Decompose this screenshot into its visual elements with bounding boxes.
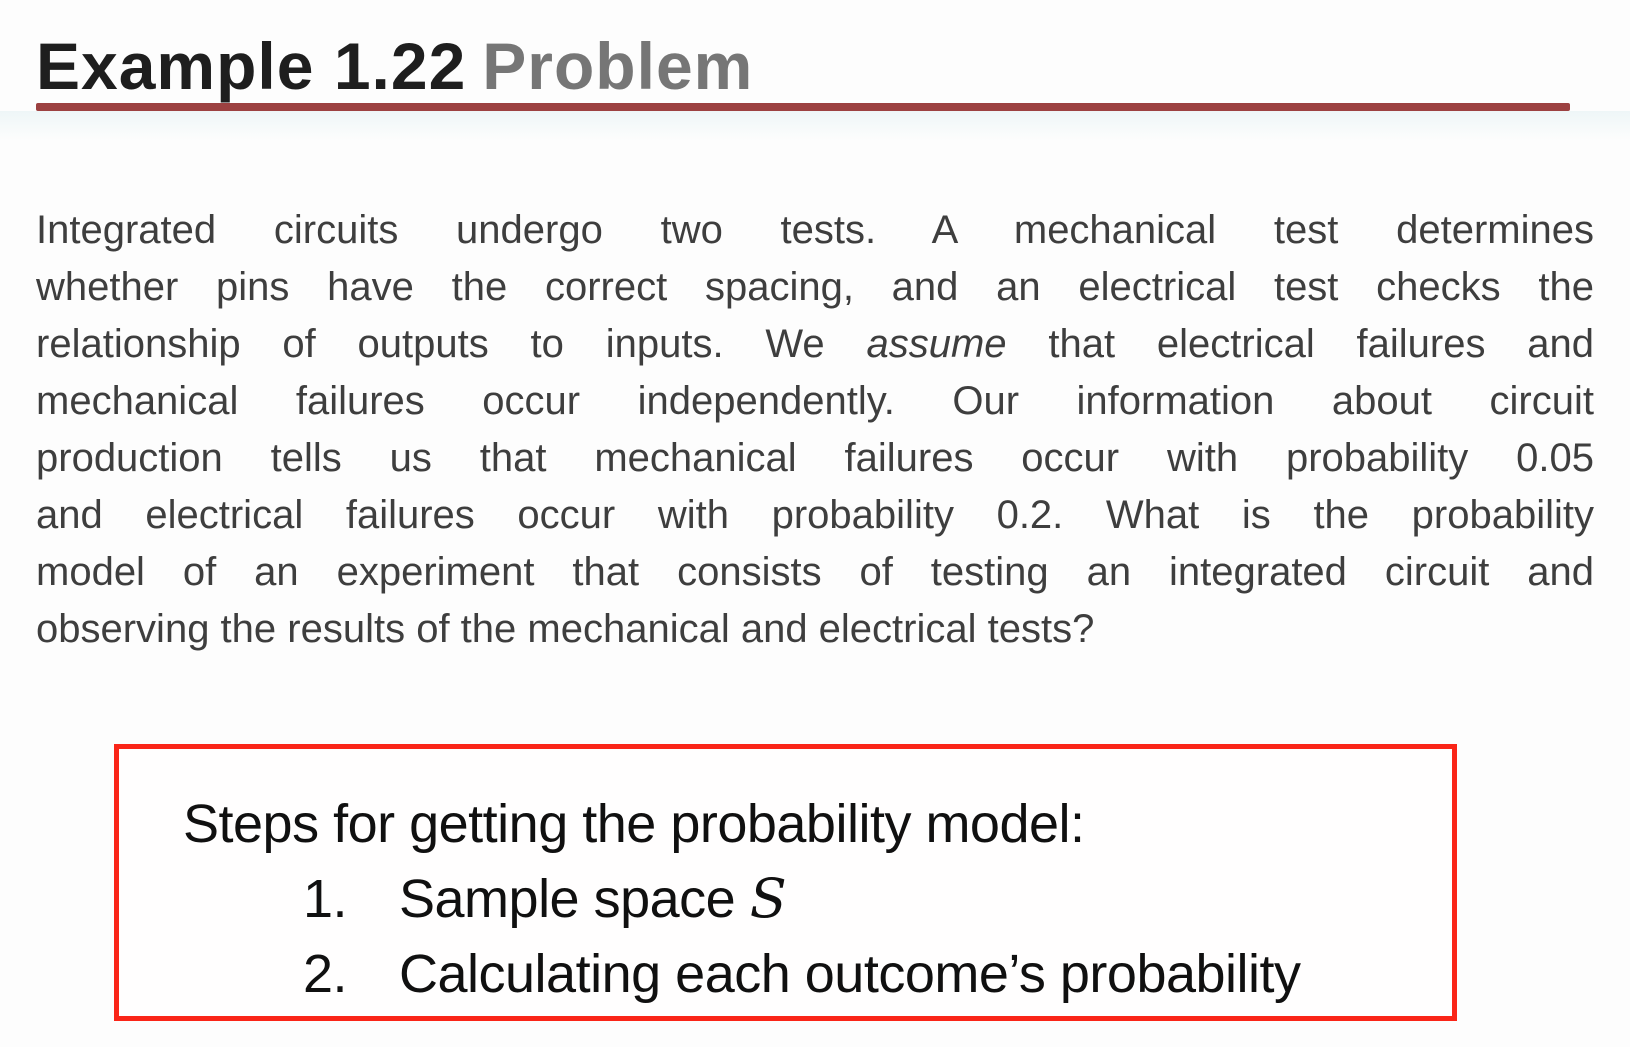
step-number: 1. [303, 869, 348, 929]
problem-text-line: relationship of outputs to inputs. We assume that electrical failures and [36, 322, 1595, 366]
problem-text-line: mechanical failures occur independently. Our information about circuit [36, 379, 1594, 423]
problem-text-line: observing the results of the mechanical and electrical tests? [36, 607, 1095, 651]
problem-text-line: model of an experiment that consists of testing an integrated circuit and [36, 550, 1594, 594]
problem-text-line: and electrical failures occur with probability 0.2. What is the probability [36, 493, 1594, 537]
steps-list [119, 868, 1452, 1005]
problem-text-line: whether pins have the correct spacing, and an electrical test checks the [36, 265, 1594, 309]
step-number: 2. [303, 944, 348, 1004]
steps-box [114, 744, 1457, 1021]
title-example-number: Example 1.22 [36, 29, 467, 103]
step-text: Sample space S [399, 867, 787, 930]
steps-list-item [303, 868, 1452, 930]
title-problem-label: Problem [482, 29, 754, 103]
problem-text-line: Integrated circuits undergo two tests. A mechanical test determines [36, 208, 1594, 252]
scan-tint-band [0, 111, 1630, 141]
steps-list-item [303, 943, 1452, 1005]
title-underline [36, 103, 1570, 111]
problem-text-line: production tells us that mechanical failures occur with probability 0.05 [36, 436, 1594, 480]
steps-intro: Steps for getting the probability model: [183, 794, 1085, 854]
step-text: Calculating each outcome’s probability [399, 944, 1301, 1004]
problem-text [36, 202, 1594, 658]
page-title [36, 28, 753, 104]
